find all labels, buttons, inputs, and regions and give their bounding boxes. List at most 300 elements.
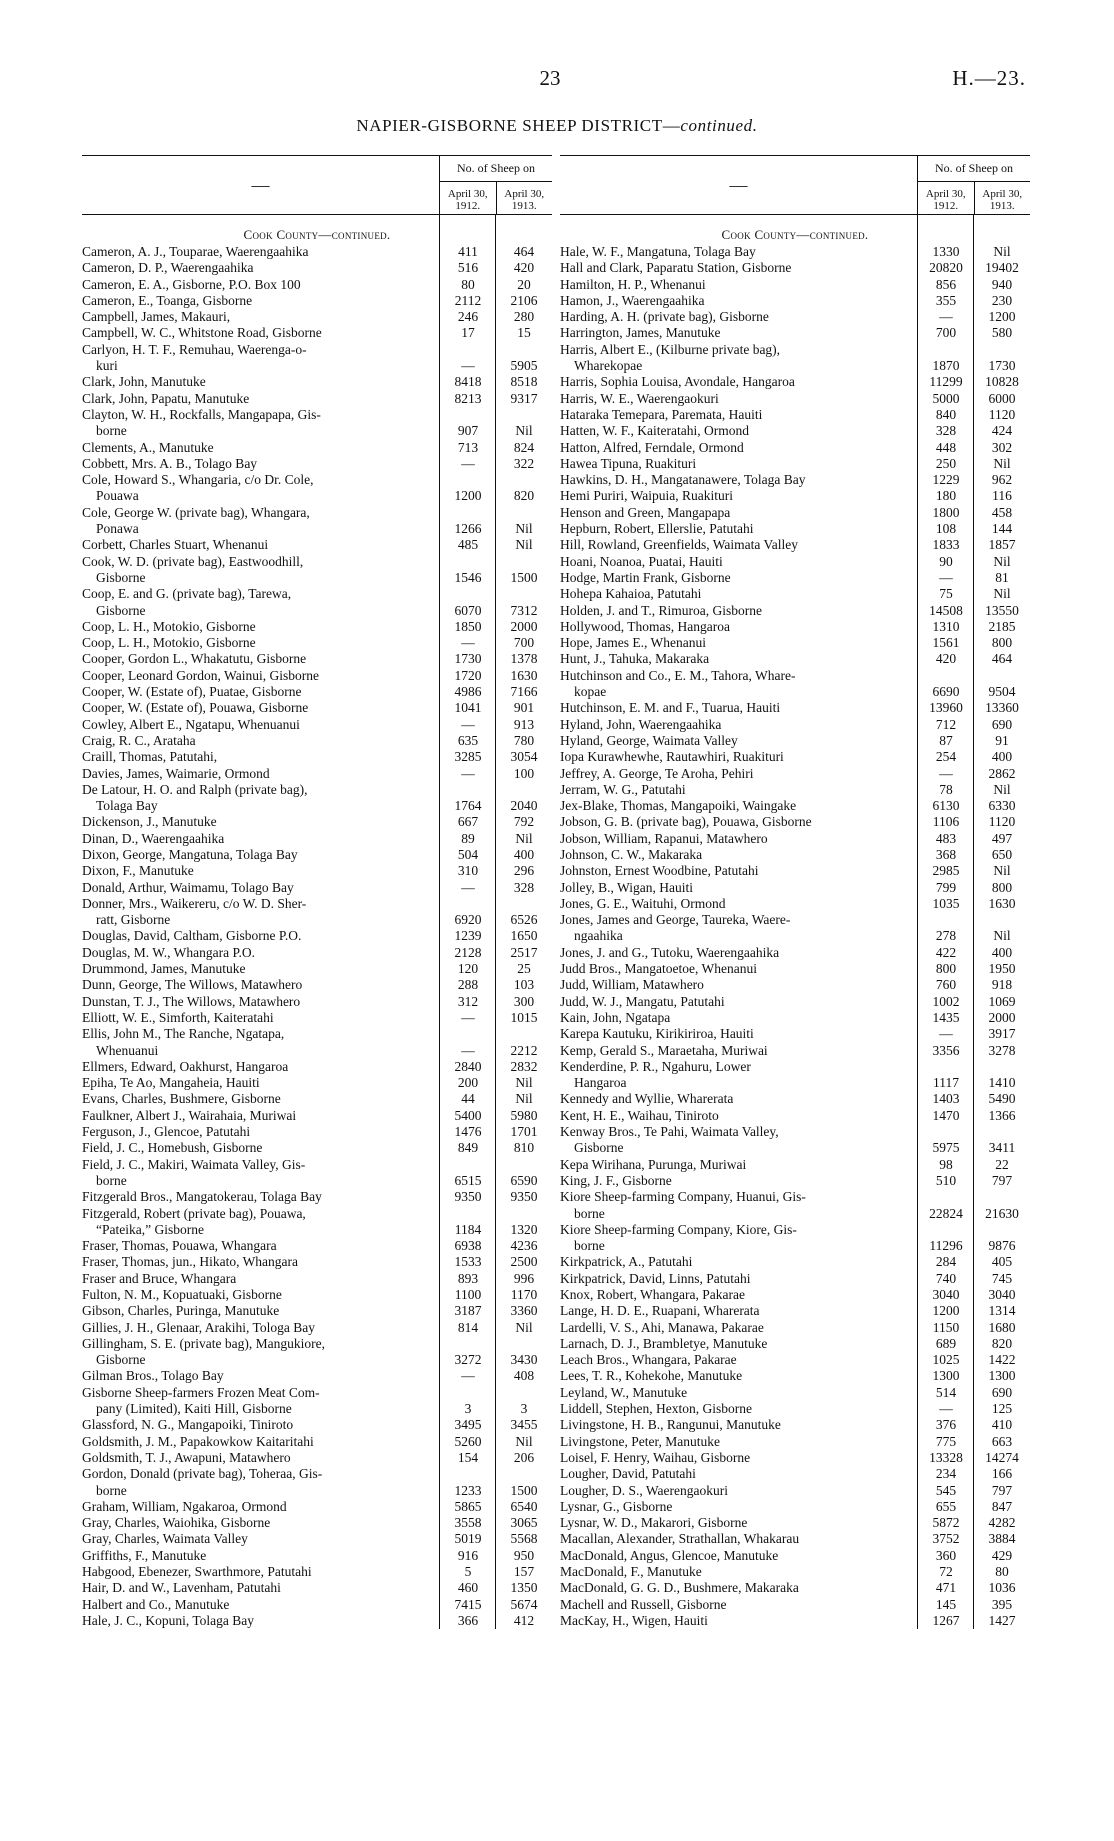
sheep-1913: 580	[991, 325, 1013, 341]
sheep-1913: 10828	[985, 374, 1019, 390]
owner-name: Clark, John, Papatu, Manutuke	[82, 390, 250, 406]
table-row	[560, 1303, 1030, 1319]
sheep-1912: 2985	[932, 863, 960, 879]
sheep-1912: 689	[935, 1335, 957, 1351]
table-row	[560, 1531, 1030, 1547]
owner-name: Lougher, David, Patutahi	[560, 1466, 696, 1482]
owner-name: Clark, John, Manutuke	[82, 374, 206, 390]
sheep-1912: 5975	[932, 1140, 960, 1156]
table-row	[82, 1515, 552, 1531]
owner-name: Dinan, D., Waerengaahika	[82, 830, 225, 846]
sheep-1913: 1015	[510, 1009, 538, 1025]
table-row	[560, 1173, 1030, 1189]
sheep-1913: 940	[991, 276, 1013, 292]
table-row	[82, 668, 552, 684]
table-row	[82, 1010, 552, 1026]
table-row	[560, 831, 1030, 847]
sheep-1912: 1266	[454, 521, 482, 537]
owner-name: Gordon, Donald (private bag), Toheraa, Gis- borne	[82, 1466, 323, 1498]
table-row	[560, 309, 1030, 325]
table-row	[560, 635, 1030, 651]
sheep-1912: 1041	[454, 700, 482, 716]
sheep-1913: Nil	[515, 521, 533, 537]
owner-name: Jones, J. and G., Tutoku, Waerengaahika	[560, 944, 780, 960]
sheep-1912: 72	[939, 1564, 953, 1580]
sheep-1912: 250	[935, 455, 957, 471]
sheep-1913: 5980	[510, 1107, 538, 1123]
sheep-1913: 2000	[988, 1009, 1016, 1025]
sheep-1912: 310	[457, 863, 479, 879]
sheep-1913: 780	[513, 732, 535, 748]
sheep-1912: —	[939, 1026, 953, 1042]
sheep-1913: 1378	[510, 651, 538, 667]
owner-name: Hyland, John, Waerengaahika	[560, 716, 722, 732]
sheep-1912: 422	[935, 944, 957, 960]
table-row	[560, 521, 1030, 537]
table-row	[560, 1580, 1030, 1596]
owner-name: Judd, William, Matawhero	[560, 977, 704, 993]
sheep-1912: 1002	[932, 993, 960, 1009]
table-row	[560, 293, 1030, 309]
sheep-1912: —	[461, 716, 475, 732]
sheep-1912: 328	[935, 423, 957, 439]
table-row	[82, 374, 552, 390]
table-row	[82, 1580, 552, 1596]
sheep-1913: 125	[991, 1401, 1013, 1417]
owner-name: Cooper, Gordon L., Whakatutu, Gisborne	[82, 651, 307, 667]
table-row	[560, 1385, 1030, 1401]
sheep-1912: 11296	[929, 1238, 963, 1254]
section-heading: Cook County—continued.	[721, 227, 869, 242]
owner-name: Kiore Sheep-farming Company, Kiore, Gis- borne	[560, 1221, 797, 1254]
table-row	[82, 1026, 552, 1059]
owner-name: Donner, Mrs., Waikereru, c/o W. D. Sher- ratt, Gisborne	[82, 895, 307, 928]
table-row	[82, 733, 552, 749]
owner-name: Lysnar, W. D., Makarori, Gisborne	[560, 1515, 748, 1531]
sheep-1913: 13360	[985, 700, 1019, 716]
owner-name: Kepa Wirihana, Purunga, Muriwai	[560, 1156, 747, 1172]
sheep-1913: 745	[991, 1270, 1013, 1286]
sheep-1913: 9317	[510, 390, 538, 406]
sheep-1912: 89	[461, 830, 475, 846]
table-row	[560, 880, 1030, 896]
sheep-1913: 800	[991, 879, 1013, 895]
owner-name: Evans, Charles, Bushmere, Gisborne	[82, 1091, 281, 1107]
sheep-1913: 1314	[988, 1303, 1016, 1319]
owner-name: Johnson, C. W., Makaraka	[560, 846, 703, 862]
owner-name: Cook, W. D. (private bag), Eastwoodhill, Gisborne	[82, 553, 304, 585]
owner-name: Leyland, W., Manutuke	[560, 1384, 688, 1400]
sheep-1912: 1403	[932, 1091, 960, 1107]
table-row	[82, 472, 552, 505]
sheep-1912: —	[461, 879, 475, 895]
sheep-1913: 2040	[510, 798, 538, 814]
table-row	[82, 880, 552, 896]
owner-name: Jobson, G. B. (private bag), Pouawa, Gisborne	[560, 814, 812, 830]
table-row	[82, 440, 552, 456]
sheep-1912: 284	[935, 1254, 957, 1270]
sheep-1912: 460	[457, 1580, 479, 1596]
sheep-1912: 2128	[454, 944, 482, 960]
owner-name: Cole, Howard S., Whangaria, c/o Dr. Cole, Pouawa	[82, 472, 314, 504]
table-row	[82, 554, 552, 587]
table-row	[82, 1466, 552, 1499]
owner-name: Hemi Puriri, Waipuia, Ruakituri	[560, 488, 734, 504]
table-row	[82, 277, 552, 293]
sheep-1913: 996	[513, 1270, 535, 1286]
year-1913-header: April 30, 1913.	[496, 182, 553, 214]
table-row	[560, 977, 1030, 993]
sheep-1913: 5905	[510, 358, 538, 374]
owner-name: Gisborne Sheep-farmers Frozen Meat Com- pany (Limited), Kaiti Hill, Gisborne	[82, 1384, 320, 1417]
sheep-1912: 504	[457, 846, 479, 862]
sheep-1913: 464	[513, 244, 535, 259]
sheep-1912: 376	[935, 1417, 957, 1433]
owner-name: Clements, A., Manutuke	[82, 439, 214, 455]
sheep-1913: 2500	[510, 1254, 538, 1270]
table-row	[560, 488, 1030, 504]
sheep-1912: 1720	[454, 667, 482, 683]
sheep-1913: 1200	[988, 309, 1016, 325]
sheep-1913: 100	[513, 765, 535, 781]
sheep-1912: 278	[935, 928, 957, 944]
sheep-1912: 411	[458, 244, 478, 259]
owner-name: Harris, Sophia Louisa, Avondale, Hangaroa	[560, 374, 795, 390]
table-row	[82, 1206, 552, 1239]
sheep-1913: 408	[513, 1368, 535, 1384]
sheep-1913: 1366	[988, 1107, 1016, 1123]
owner-name: Epiha, Te Ao, Mangaheia, Hauiti	[82, 1075, 260, 1091]
sheep-1912: 5	[464, 1564, 472, 1580]
table-row	[82, 814, 552, 830]
table-row	[560, 733, 1030, 749]
owner-name: Kiore Sheep-farming Company, Huanui, Gis- borne	[560, 1189, 806, 1221]
sheep-1912: 7415	[454, 1596, 482, 1612]
sheep-1913: 2212	[510, 1042, 538, 1058]
table-row	[560, 1157, 1030, 1173]
sheep-1913: 400	[991, 749, 1013, 765]
table-row	[82, 1417, 552, 1433]
sheep-1913: 116	[992, 488, 1012, 504]
right-table	[560, 155, 1030, 1629]
owner-name: Kemp, Gerald S., Maraetaha, Muriwai	[560, 1042, 768, 1058]
sheep-1912: —	[461, 635, 475, 651]
table-row	[82, 1189, 552, 1205]
year-1913-header: April 30, 1913.	[974, 182, 1031, 214]
sheep-1913: 14274	[985, 1449, 1019, 1465]
sheep-1913: 22	[995, 1156, 1009, 1172]
owner-name: Hale, J. C., Kopuni, Tolaga Bay	[82, 1612, 255, 1628]
sheep-1913: 9350	[510, 1189, 538, 1205]
owner-name: Drummond, James, Manutuke	[82, 961, 246, 977]
sheep-1913: Nil	[515, 1433, 533, 1449]
owner-name: Habgood, Ebenezer, Swarthmore, Patutahi	[82, 1564, 312, 1580]
sheep-1912: 1435	[932, 1009, 960, 1025]
sheep-1912: 849	[457, 1140, 479, 1156]
sheep-1912: 78	[939, 781, 953, 797]
owner-name: Craill, Thomas, Patutahi,	[82, 749, 218, 765]
sheep-1912: 14508	[929, 602, 963, 618]
table-row	[560, 391, 1030, 407]
sheep-1912: 740	[935, 1270, 957, 1286]
table-row	[560, 374, 1030, 390]
sheep-1913: 5490	[988, 1091, 1016, 1107]
table-row	[82, 1140, 552, 1156]
owner-name: Cameron, D. P., Waerengaahika	[82, 260, 254, 276]
sheep-1913: 296	[513, 863, 535, 879]
table-row	[560, 749, 1030, 765]
owner-name: Hamon, J., Waerengaahika	[560, 292, 705, 308]
owner-name: Cole, George W. (private bag), Whangara, Ponawa	[82, 504, 310, 537]
sheep-1913: 302	[991, 439, 1013, 455]
sheep-1913: 792	[513, 814, 535, 830]
sheep-1912: —	[939, 309, 953, 325]
sheep-1912: 1150	[932, 1319, 960, 1335]
table-row	[560, 1499, 1030, 1515]
owner-name: Gilman Bros., Tolago Bay	[82, 1368, 224, 1384]
table-row	[560, 1548, 1030, 1564]
sheep-1912: 667	[457, 814, 479, 830]
sheep-1912: 9350	[454, 1189, 482, 1205]
table-row	[560, 1108, 1030, 1124]
sheep-1912: 108	[935, 521, 957, 537]
table-row	[82, 749, 552, 765]
sheep-1912: 254	[935, 749, 957, 765]
sheep-1912: 700	[935, 325, 957, 341]
sheep-1912: 760	[935, 977, 957, 993]
sheep-1913: 1680	[988, 1319, 1016, 1335]
table-row	[560, 994, 1030, 1010]
table-row	[560, 1368, 1030, 1384]
sheep-1912: 3187	[454, 1303, 482, 1319]
table-row	[560, 1091, 1030, 1107]
owner-name: Livingstone, Peter, Manutuke	[560, 1433, 720, 1449]
table-row	[82, 994, 552, 1010]
sheep-1912: 1310	[932, 618, 960, 634]
owner-name: Hutchinson, E. M. and F., Tuarua, Hauiti	[560, 700, 781, 716]
owner-name: Cooper, W. (Estate of), Puatae, Gisborne	[82, 684, 302, 700]
table-row	[560, 1613, 1030, 1629]
owner-name: Ellis, John M., The Ranche, Ngatapa, Whenuanui	[82, 1026, 285, 1058]
sheep-1912: 1106	[932, 814, 960, 830]
owner-name: Judd Bros., Mangatoetoe, Whenanui	[560, 961, 757, 977]
sheep-1913: 901	[513, 700, 535, 716]
sheep-1913: 20	[517, 276, 531, 292]
owner-name: Dickenson, J., Manutuke	[82, 814, 217, 830]
sheep-1913: 166	[991, 1466, 1013, 1482]
sheep-1913: 2832	[510, 1058, 538, 1074]
sheep-1912: 1100	[454, 1287, 482, 1302]
sheep-1913: 25	[517, 961, 531, 977]
left-table	[82, 155, 552, 1629]
table-row	[82, 1548, 552, 1564]
owner-name: MacDonald, F., Manutuke	[560, 1564, 702, 1580]
sheep-1913: 2517	[510, 944, 538, 960]
sheep-1912: 856	[935, 276, 957, 292]
sheep-1912: 120	[457, 961, 479, 977]
owner-name: Faulkner, Albert J., Wairahaia, Muriwai	[82, 1107, 297, 1123]
table-row	[560, 570, 1030, 586]
sheep-1912: 98	[939, 1156, 953, 1172]
sheep-1913: 3054	[510, 749, 538, 765]
table-row	[82, 782, 552, 815]
sheep-1912: 180	[935, 488, 957, 504]
sheep-1913: 650	[991, 846, 1013, 862]
sheep-1912: —	[939, 1401, 953, 1417]
owner-name: Harris, Albert E., (Kilburne private bag), Wharekopae	[560, 341, 781, 374]
owner-name: Goldsmith, J. M., Papakowkow Kaitaritahi	[82, 1433, 314, 1449]
sheep-1913: 300	[513, 993, 535, 1009]
sheep-1913: Nil	[993, 455, 1011, 471]
sheep-1912: 3040	[932, 1287, 960, 1302]
sheep-1913: 3455	[510, 1417, 538, 1433]
owner-name: Graham, William, Ngakaroa, Ormond	[82, 1498, 287, 1514]
sheep-1913: 1500	[510, 1482, 538, 1498]
owner-name: Hohepa Kahaioa, Patutahi	[560, 586, 702, 602]
sheep-1912: —	[461, 1368, 475, 1384]
page-title	[0, 116, 1114, 136]
sheep-1913: 690	[991, 1384, 1013, 1400]
table-row	[560, 1466, 1030, 1482]
sheep-1912: 1533	[454, 1254, 482, 1270]
table-row	[82, 309, 552, 325]
sheep-1912: 87	[939, 732, 953, 748]
sheep-1912: 6130	[932, 798, 960, 814]
owner-name: Iopa Kurawhewhe, Rautawhiri, Ruakituri	[560, 749, 784, 765]
sheep-1913: 21630	[985, 1205, 1019, 1221]
sheep-1913: 1701	[510, 1124, 538, 1140]
table-row	[560, 1189, 1030, 1222]
table-row	[560, 1059, 1030, 1092]
table-row	[560, 1287, 1030, 1303]
sheep-1913: 4282	[988, 1515, 1016, 1531]
sheep-1913: 1320	[510, 1221, 538, 1237]
owner-name: Hataraka Temepara, Paremata, Hauiti	[560, 406, 763, 422]
table-row	[82, 766, 552, 782]
table-row	[82, 1254, 552, 1270]
sheep-1913: 420	[513, 260, 535, 276]
sheep-1913: 497	[991, 830, 1013, 846]
owner-name: Douglas, David, Caltham, Gisborne P.O.	[82, 928, 302, 944]
sheep-1913: 2862	[988, 765, 1016, 781]
table-row	[560, 325, 1030, 341]
sheep-1912: 13960	[929, 700, 963, 716]
owner-name: Hunt, J., Tahuka, Makaraka	[560, 651, 710, 667]
owner-name: Hawea Tipuna, Ruakituri	[560, 455, 697, 471]
sheep-1912: 6920	[454, 912, 482, 928]
owner-name: Douglas, M. W., Whangara P.O.	[82, 944, 255, 960]
table-row	[82, 293, 552, 309]
table-body	[560, 215, 1030, 1629]
sheep-1912: 246	[457, 309, 479, 325]
table-row	[82, 1531, 552, 1547]
sheep-1913: 1422	[988, 1352, 1016, 1368]
owner-name: Macallan, Alexander, Strathallan, Whakarau	[560, 1531, 800, 1547]
owner-name: Field, J. C., Makiri, Waimata Valley, Gis- borne	[82, 1156, 306, 1188]
sheep-1912: 635	[457, 732, 479, 748]
table-row	[82, 1157, 552, 1190]
sheep-1913: 280	[513, 309, 535, 325]
owner-name: Johnston, Ernest Woodbine, Patutahi	[560, 863, 759, 879]
owner-name: Harrington, James, Manutuke	[560, 325, 721, 341]
sheep-1912: 312	[457, 993, 479, 1009]
sheep-1912: 22824	[929, 1205, 963, 1221]
sheep-1913: 3884	[988, 1531, 1016, 1547]
sheep-1913: 3	[520, 1401, 528, 1417]
sheep-1913: 6330	[988, 798, 1016, 814]
owner-name: Clayton, W. H., Rockfalls, Mangapapa, Gis- borne	[82, 406, 321, 439]
sheep-1912: 1184	[454, 1221, 482, 1237]
owner-name: Dunstan, T. J., The Willows, Matawhero	[82, 993, 301, 1009]
sheep-1913: 800	[991, 635, 1013, 651]
owner-name: Jerram, W. G., Patutahi	[560, 781, 686, 797]
sheep-1913: 6590	[510, 1172, 538, 1188]
sheep-1912: 775	[935, 1433, 957, 1449]
table-row	[82, 1499, 552, 1515]
sheep-1913: 820	[513, 488, 535, 504]
table-row	[560, 260, 1030, 276]
sheep-1912: 712	[935, 716, 957, 732]
sheep-1912: 1476	[454, 1124, 482, 1140]
sheep-1912: 20820	[929, 260, 963, 276]
table-row	[560, 1271, 1030, 1287]
table-row	[82, 1238, 552, 1254]
sheep-1912: —	[939, 765, 953, 781]
table-row	[560, 586, 1030, 602]
table-row	[560, 554, 1030, 570]
sheep-1913: 918	[991, 977, 1013, 993]
sheep-1912: 3272	[454, 1352, 482, 1368]
owner-name: Hatten, W. F., Kaiteratahi, Ormond	[560, 423, 750, 439]
sheep-1912: 6690	[932, 684, 960, 700]
sheep-1913: 80	[995, 1564, 1009, 1580]
owner-name: Machell and Russell, Gisborne	[560, 1596, 727, 1612]
owner-name: Harding, A. H. (private bag), Gisborne	[560, 309, 769, 325]
sheep-1913: 6000	[988, 390, 1016, 406]
sheep-1913: 1300	[988, 1368, 1016, 1384]
sheep-1913: 157	[513, 1564, 535, 1580]
owner-name: Goldsmith, T. J., Awapuni, Matawhero	[82, 1449, 291, 1465]
owner-name: Ellmers, Edward, Oakhurst, Hangaroa	[82, 1058, 289, 1074]
report-reference: H.—23.	[952, 66, 1026, 90]
sheep-1913: 1170	[510, 1287, 538, 1302]
table-row	[560, 814, 1030, 830]
table-row	[560, 1026, 1030, 1042]
table-row	[82, 1613, 552, 1629]
sheep-1912: 154	[457, 1449, 479, 1465]
sheep-1913: 1120	[988, 814, 1016, 830]
owner-name: Kirkpatrick, David, Linns, Patutahi	[560, 1270, 751, 1286]
sheep-1913: 3430	[510, 1352, 538, 1368]
owner-name: Henson and Green, Mangapapa	[560, 504, 731, 520]
sheep-1913: 5674	[510, 1596, 538, 1612]
owner-name: Carlyon, H. T. F., Remuhau, Waerenga-o- kuri	[82, 341, 307, 374]
table-row	[82, 1124, 552, 1140]
owner-name: Elliott, W. E., Simforth, Kaiteratahi	[82, 1009, 274, 1025]
sheep-1912: 448	[935, 439, 957, 455]
owner-name: Kennedy and Wyllie, Wharerata	[560, 1091, 734, 1107]
owner-name: Hoani, Noanoa, Puatai, Hauiti	[560, 553, 723, 569]
sheep-1912: 3285	[454, 749, 482, 765]
owner-name: Lange, H. D. E., Ruapani, Wharerata	[560, 1303, 760, 1319]
table-row	[560, 766, 1030, 782]
sheep-1913: Nil	[515, 537, 533, 553]
sheep-1912: 6070	[454, 602, 482, 618]
owner-name: Craig, R. C., Arataha	[82, 732, 196, 748]
owner-name: Hamilton, H. P., Whenanui	[560, 276, 706, 292]
sheep-1913: 1650	[510, 928, 538, 944]
owner-name: Griffiths, F., Manutuke	[82, 1547, 207, 1563]
